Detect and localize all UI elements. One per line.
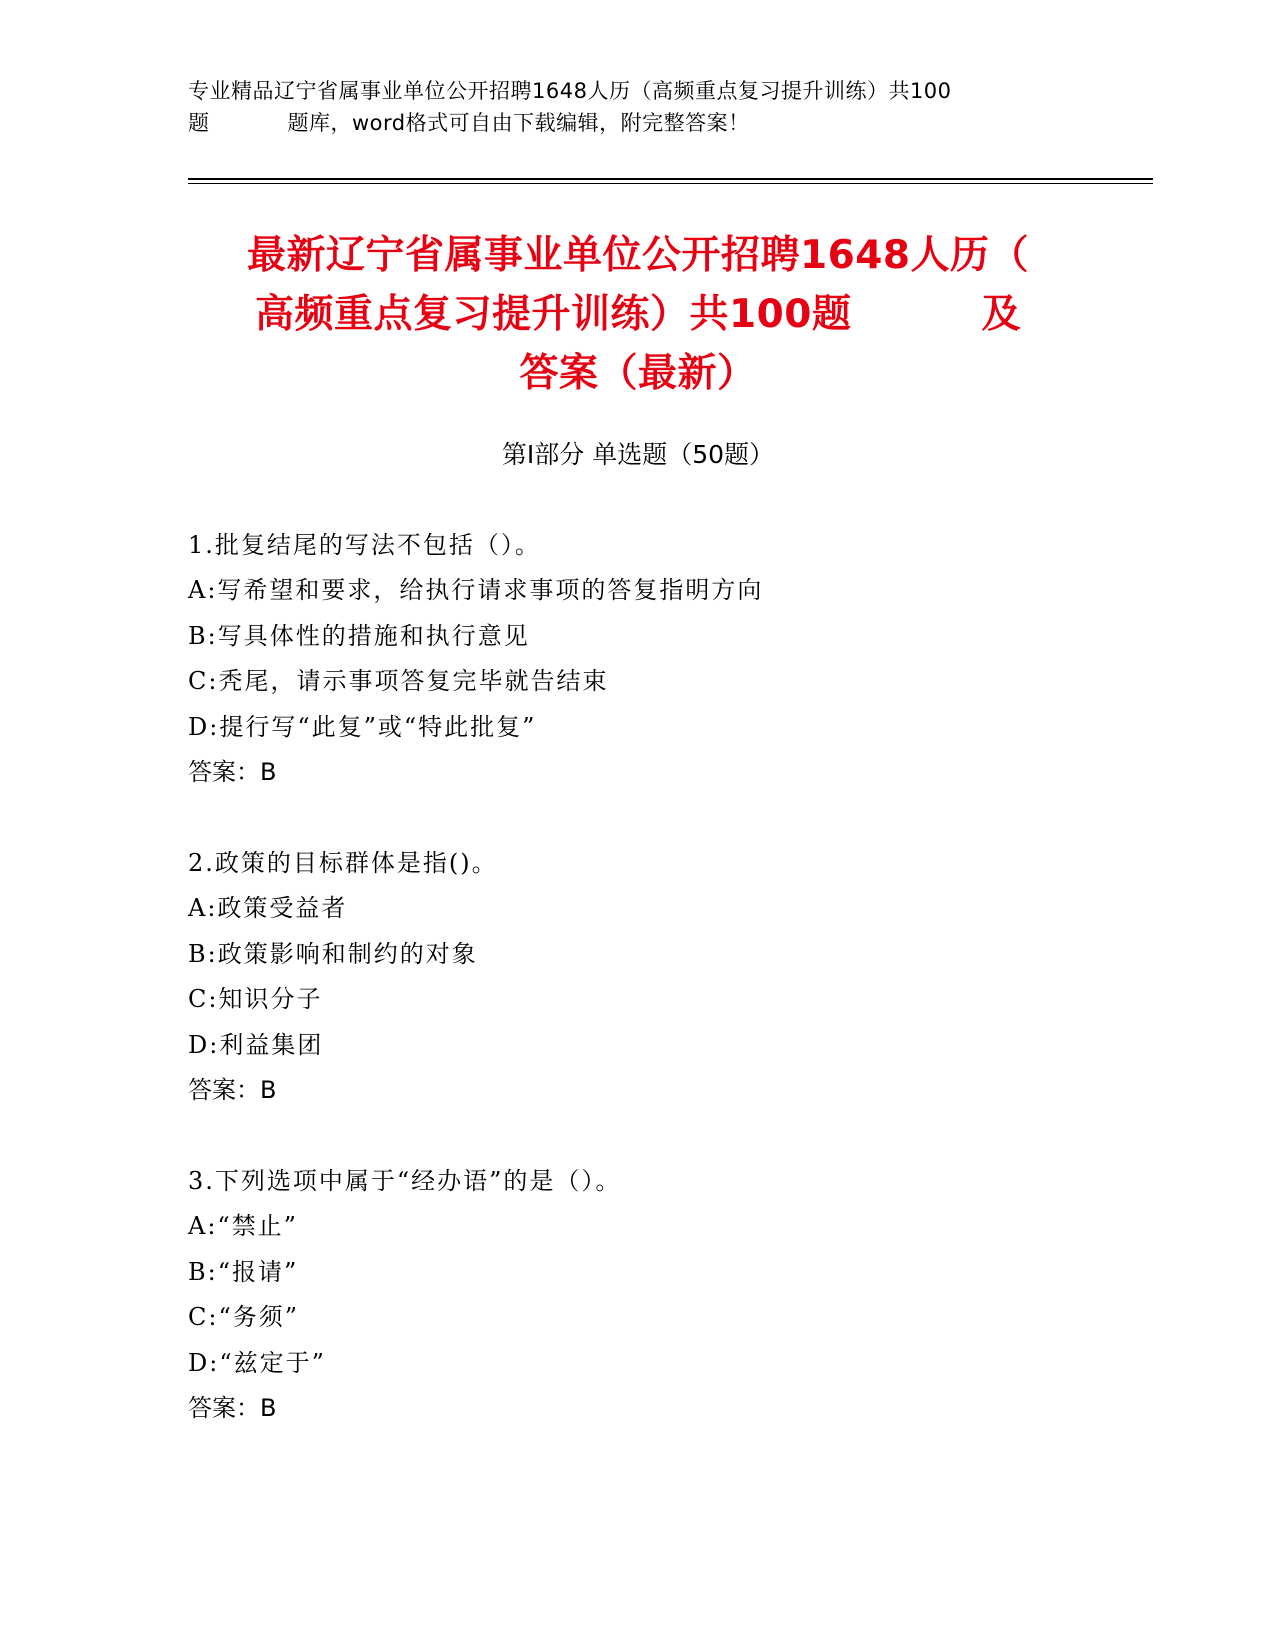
title-line-1: 最新辽宁省属事业单位公开招聘1648人历（ [246,233,1030,278]
header-note-line-2-start: 题 [188,111,210,135]
option-c: C:秃尾，请示事项答复完毕就告结束 [188,667,609,696]
option-a: A:“禁止” [188,1212,298,1241]
title-line-2-start: 高频重点复习提升训练）共100题 [255,292,852,337]
question-stem: 2.政策的目标群体是指()。 [188,849,498,877]
answer: 答案：B [188,1394,277,1423]
question-stem: 1.批复结尾的写法不包括（）。 [188,531,541,559]
title-line-2-end: 及 [981,292,1021,337]
header-rule-thin [188,183,1153,184]
option-a: A:政策受益者 [188,894,348,923]
question-stem: 3.下列选项中属于“经办语”的是（）。 [188,1167,622,1195]
title-line-3: 答案（最新） [519,351,757,396]
header-note-line-2 [188,107,1088,139]
question-item [188,1159,1088,1431]
option-d: D:“兹定于” [188,1348,326,1377]
option-b: B:“报请” [188,1257,299,1286]
document-title [188,226,1088,403]
answer: 答案：B [188,758,277,787]
option-a: A:写希望和要求，给执行请求事项的答复指明方向 [188,576,764,605]
header-note-line-2-end: 题库，word格式可自由下载编辑，附完整答案！ [287,111,750,135]
title-line-2 [188,285,1088,344]
option-c: C:知识分子 [188,985,323,1014]
option-d: D:利益集团 [188,1030,324,1059]
option-d: D:提行写“此复”或“特此批复” [188,712,537,741]
header-rule-thick [188,178,1153,180]
answer: 答案：B [188,1076,277,1105]
header-note-line-1: 专业精品辽宁省属事业单位公开招聘1648人历（高频重点复习提升训练）共100 [188,79,952,103]
section-heading: 第Ⅰ部分 单选题（50题） [501,440,775,469]
question-item [188,841,1088,1113]
option-b: B:政策影响和制约的对象 [188,939,478,968]
option-c: C:“务须” [188,1303,299,1332]
question-item [188,523,1088,795]
option-b: B:写具体性的措施和执行意见 [188,621,530,650]
header-note [188,75,1088,139]
